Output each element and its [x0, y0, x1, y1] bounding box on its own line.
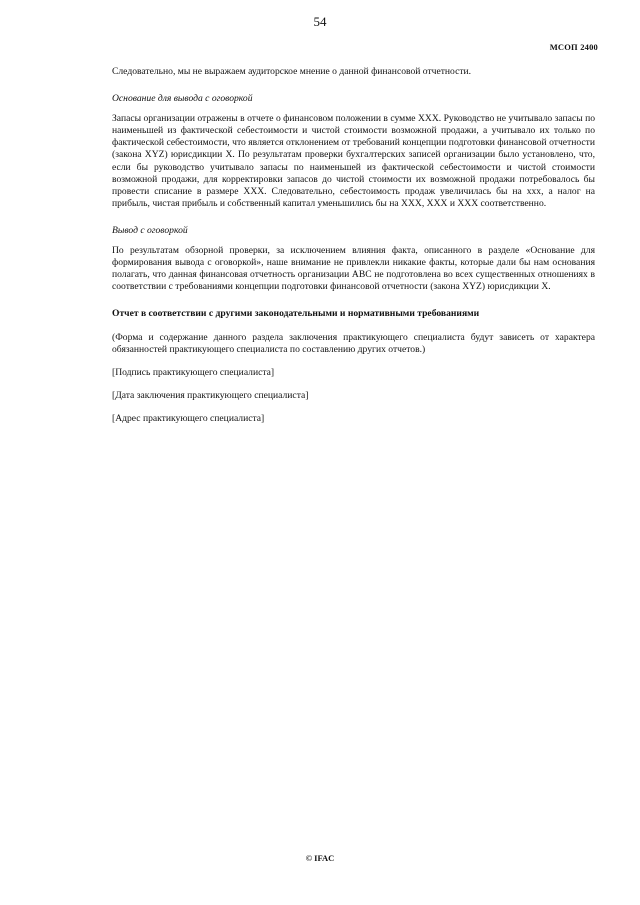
signature-placeholder: [Подпись практикующего специалиста]: [112, 366, 275, 378]
other-requirements-heading: Отчет в соответствии с другими законодательными и нормативными требованиями: [112, 308, 480, 320]
basis-heading: Основание для вывода с оговоркой: [112, 93, 253, 105]
document-code: МСОП 2400: [549, 42, 598, 52]
date-placeholder: [Дата заключения практикующего специалиста]: [112, 389, 309, 401]
no-opinion-statement: Следовательно, мы не выражаем аудиторское мнение о данной финансовой отчетности.: [112, 66, 472, 77]
basis-paragraph: Запасы организации отражены в отчете о финансовом положении в сумме XXX. Руководство не учитывало запасы по наименьшей из фактической себестоимости и чистой стоимости возможной продажи, а учитывало их только по фактической себестоимости, что является отклонением от требований концепции подготовки финансовой отчетности (закона XYZ) юрисдикции X. По результатам проверки бухгалтерских записей организации было установлено, что, если бы руководство учитывало запасы по наименьшей из фактической себестоимости и чистой стоимости возможной продажи, для корректировки запасов до чистой стоимости их возможной продажи потребовалось бы провести списание в размере XXX. Следовательно, себестоимость продаж увеличилась бы на xxx, а налог на прибыль, чистая прибыль и собственный капитал уменьшились бы на XXX, XXX и XXX соответственно.: [112, 113, 595, 209]
conclusion-paragraph: По результатам обзорной проверки, за исключением влияния факта, описанного в разделе «Основание для формирования вывода с оговоркой», наше внимание не привлекли никакие факты, которые дали бы нам основания полагать, что данная финансовая отчетность организации ABC не подготовлена во всех существенных отношениях в соответствии с требованиями концепции подготовки финансовой отчетности (закона XYZ) юрисдикции X.: [112, 245, 595, 293]
address-placeholder: [Адрес практикующего специалиста]: [112, 412, 265, 424]
other-requirements-paragraph: (Форма и содержание данного раздела заключения практикующего специалиста будут зависеть от характера обязанностей практикующего специалиста по составлению других отчетов.): [112, 331, 595, 355]
document-body: [112, 66, 595, 425]
conclusion-heading: Вывод с оговоркой: [112, 224, 188, 236]
footer-copyright: © IFAC: [305, 853, 335, 863]
page-number: 54: [313, 14, 327, 29]
